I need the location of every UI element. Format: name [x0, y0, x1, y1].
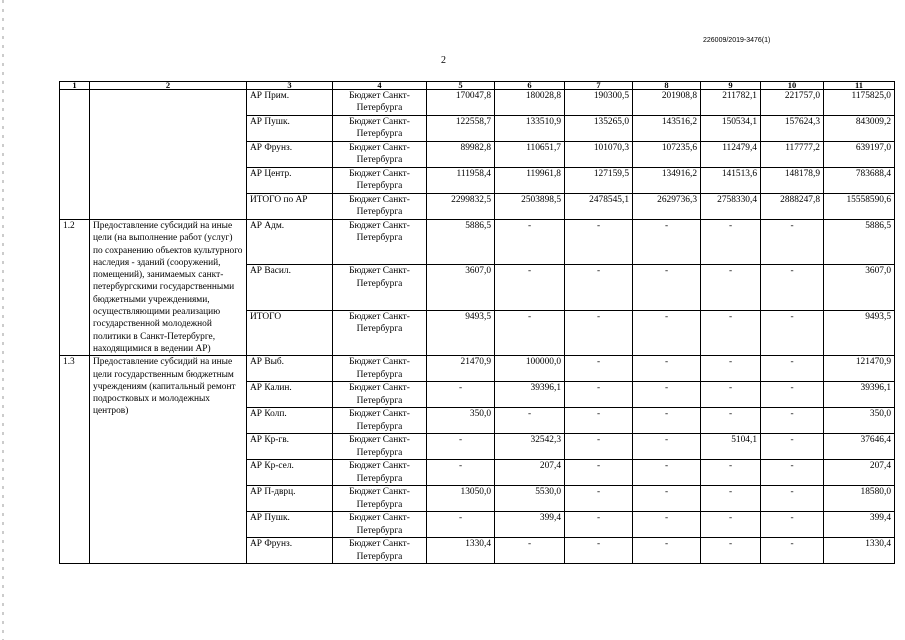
amount-cell-v7: - — [565, 408, 633, 434]
column-number-8: 8 — [633, 82, 701, 90]
column-number-row — [60, 82, 895, 90]
amount-cell-v9: - — [701, 538, 761, 564]
amount-cell-v7: 101070,3 — [565, 142, 633, 168]
funding-source-cell: Бюджет Санкт-Петербурга — [333, 142, 427, 168]
amount-cell-v7: 190300,5 — [565, 90, 633, 116]
amount-cell-v11: 39396,1 — [824, 382, 895, 408]
amount-cell-v6: 2503898,5 — [495, 194, 565, 220]
amount-cell-v9: 141513,6 — [701, 168, 761, 194]
amount-cell-v8: - — [633, 265, 701, 310]
amount-cell-v6: - — [495, 310, 565, 355]
table-row — [60, 220, 895, 265]
amount-cell-v7: - — [565, 220, 633, 265]
executor-cell: АР Пушк. — [247, 116, 333, 142]
amount-cell-v8: - — [633, 220, 701, 265]
amount-cell-v11: 3607,0 — [824, 265, 895, 310]
amount-cell-v5: - — [427, 382, 495, 408]
section-description: Предоставление субсидий на иные цели государственным бюджетным учреждениям (капитальный ремонт подростковых и молодежных центров) — [90, 356, 247, 564]
amount-cell-v9: - — [701, 382, 761, 408]
amount-cell-v6: 32542,3 — [495, 434, 565, 460]
executor-cell: АР Кр-гв. — [247, 434, 333, 460]
amount-cell-v10: - — [761, 220, 824, 265]
amount-cell-v5: 170047,8 — [427, 90, 495, 116]
amount-cell-v8: - — [633, 356, 701, 382]
scan-edge-marks — [2, 0, 4, 640]
executor-cell: АР Выб. — [247, 356, 333, 382]
amount-cell-v5: 2299832,5 — [427, 194, 495, 220]
amount-cell-v9: - — [701, 512, 761, 538]
amount-cell-v5: 350,0 — [427, 408, 495, 434]
amount-cell-v6: 100000,0 — [495, 356, 565, 382]
amount-cell-v10: - — [761, 310, 824, 355]
executor-cell: АР Васил. — [247, 265, 333, 310]
amount-cell-v5: 3607,0 — [427, 265, 495, 310]
amount-cell-v8: - — [633, 408, 701, 434]
funding-source-cell: Бюджет Санкт-Петербурга — [333, 90, 427, 116]
amount-cell-v8: - — [633, 512, 701, 538]
executor-cell: АР Фрунз. — [247, 538, 333, 564]
amount-cell-v9: - — [701, 356, 761, 382]
amount-cell-v6: - — [495, 220, 565, 265]
amount-cell-v8: 107235,6 — [633, 142, 701, 168]
executor-cell: АР Колп. — [247, 408, 333, 434]
column-number-1: 1 — [60, 82, 90, 90]
amount-cell-v6: - — [495, 265, 565, 310]
amount-cell-v8: - — [633, 310, 701, 355]
column-number-5: 5 — [427, 82, 495, 90]
amount-cell-v6: 399,4 — [495, 512, 565, 538]
funding-source-cell: Бюджет Санкт-Петербурга — [333, 408, 427, 434]
amount-cell-v9: - — [701, 486, 761, 512]
amount-cell-v5: 9493,5 — [427, 310, 495, 355]
funding-source-cell: Бюджет Санкт-Петербурга — [333, 486, 427, 512]
amount-cell-v9: - — [701, 265, 761, 310]
amount-cell-v10: - — [761, 265, 824, 310]
amount-cell-v10: - — [761, 486, 824, 512]
amount-cell-v11: 121470,9 — [824, 356, 895, 382]
funding-source-cell: Бюджет Санкт-Петербурга — [333, 116, 427, 142]
page-number: 2 — [441, 55, 446, 66]
executor-cell: АР Фрунз. — [247, 142, 333, 168]
amount-cell-v8: - — [633, 434, 701, 460]
amount-cell-v5: 111958,4 — [427, 168, 495, 194]
table-row — [60, 356, 895, 382]
amount-cell-v9: - — [701, 460, 761, 486]
amount-cell-v5: 89982,8 — [427, 142, 495, 168]
amount-cell-v6: 110651,7 — [495, 142, 565, 168]
amount-cell-v9: 2758330,4 — [701, 194, 761, 220]
amount-cell-v5: 21470,9 — [427, 356, 495, 382]
executor-cell: АР Калин. — [247, 382, 333, 408]
amount-cell-v10: - — [761, 538, 824, 564]
amount-cell-v11: 207,4 — [824, 460, 895, 486]
column-number-10: 10 — [761, 82, 824, 90]
executor-cell: АР П-дврц. — [247, 486, 333, 512]
amount-cell-v11: 5886,5 — [824, 220, 895, 265]
amount-cell-v7: - — [565, 382, 633, 408]
amount-cell-v5: 13050,0 — [427, 486, 495, 512]
table-row — [60, 90, 895, 116]
amount-cell-v10: - — [761, 408, 824, 434]
executor-cell: АР Кр-сел. — [247, 460, 333, 486]
amount-cell-v7: - — [565, 460, 633, 486]
amount-cell-v6: - — [495, 408, 565, 434]
funding-source-cell: Бюджет Санкт-Петербурга — [333, 265, 427, 310]
amount-cell-v6: 133510,9 — [495, 116, 565, 142]
document-id: 226009/2019-3476(1) — [703, 37, 771, 44]
amount-cell-v8: 2629736,3 — [633, 194, 701, 220]
amount-cell-v5: 5886,5 — [427, 220, 495, 265]
amount-cell-v11: 15558590,6 — [824, 194, 895, 220]
column-number-4: 4 — [333, 82, 427, 90]
funding-source-cell: Бюджет Санкт-Петербурга — [333, 168, 427, 194]
executor-cell: ИТОГО по АР — [247, 194, 333, 220]
amount-cell-v11: 9493,5 — [824, 310, 895, 355]
amount-cell-v7: 2478545,1 — [565, 194, 633, 220]
amount-cell-v11: 639197,0 — [824, 142, 895, 168]
amount-cell-v5: 1330,4 — [427, 538, 495, 564]
amount-cell-v9: - — [701, 408, 761, 434]
amount-cell-v10: - — [761, 434, 824, 460]
amount-cell-v7: - — [565, 434, 633, 460]
amount-cell-v6: 180028,8 — [495, 90, 565, 116]
column-number-6: 6 — [495, 82, 565, 90]
executor-cell: АР Прим. — [247, 90, 333, 116]
amount-cell-v10: - — [761, 512, 824, 538]
amount-cell-v10: 117777,2 — [761, 142, 824, 168]
amount-cell-v8: - — [633, 382, 701, 408]
amount-cell-v11: 783688,4 — [824, 168, 895, 194]
amount-cell-v6: 39396,1 — [495, 382, 565, 408]
amount-cell-v8: 134916,2 — [633, 168, 701, 194]
executor-cell: АР Пушк. — [247, 512, 333, 538]
amount-cell-v11: 37646,4 — [824, 434, 895, 460]
amount-cell-v10: 221757,0 — [761, 90, 824, 116]
amount-cell-v7: - — [565, 512, 633, 538]
amount-cell-v7: - — [565, 310, 633, 355]
column-number-3: 3 — [247, 82, 333, 90]
amount-cell-v7: - — [565, 538, 633, 564]
amount-cell-v5: - — [427, 512, 495, 538]
amount-cell-v8: 143516,2 — [633, 116, 701, 142]
funding-source-cell: Бюджет Санкт-Петербурга — [333, 220, 427, 265]
amount-cell-v10: - — [761, 460, 824, 486]
amount-cell-v7: 135265,0 — [565, 116, 633, 142]
funding-source-cell: Бюджет Санкт-Петербурга — [333, 382, 427, 408]
amount-cell-v7: 127159,5 — [565, 168, 633, 194]
amount-cell-v6: 207,4 — [495, 460, 565, 486]
amount-cell-v9: 112479,4 — [701, 142, 761, 168]
column-number-11: 11 — [824, 82, 895, 90]
funding-source-cell: Бюджет Санкт-Петербурга — [333, 356, 427, 382]
amount-cell-v8: 201908,8 — [633, 90, 701, 116]
amount-cell-v7: - — [565, 265, 633, 310]
amount-cell-v8: - — [633, 538, 701, 564]
amount-cell-v5: - — [427, 460, 495, 486]
amount-cell-v8: - — [633, 486, 701, 512]
section-number — [60, 90, 90, 220]
amount-cell-v10: - — [761, 356, 824, 382]
funding-source-cell: Бюджет Санкт-Петербурга — [333, 194, 427, 220]
amount-cell-v8: - — [633, 460, 701, 486]
amount-cell-v9: 150534,1 — [701, 116, 761, 142]
amount-cell-v11: 350,0 — [824, 408, 895, 434]
funding-source-cell: Бюджет Санкт-Петербурга — [333, 538, 427, 564]
amount-cell-v7: - — [565, 486, 633, 512]
executor-cell: АР Адм. — [247, 220, 333, 265]
table-body — [60, 82, 895, 564]
amount-cell-v9: 211782,1 — [701, 90, 761, 116]
amount-cell-v11: 18580,0 — [824, 486, 895, 512]
amount-cell-v9: - — [701, 220, 761, 265]
column-number-2: 2 — [90, 82, 247, 90]
budget-table — [59, 81, 895, 564]
amount-cell-v6: - — [495, 538, 565, 564]
funding-source-cell: Бюджет Санкт-Петербурга — [333, 434, 427, 460]
column-number-7: 7 — [565, 82, 633, 90]
funding-source-cell: Бюджет Санкт-Петербурга — [333, 310, 427, 355]
executor-cell: АР Центр. — [247, 168, 333, 194]
amount-cell-v10: 2888247,8 — [761, 194, 824, 220]
amount-cell-v10: 148178,9 — [761, 168, 824, 194]
funding-source-cell: Бюджет Санкт-Петербурга — [333, 512, 427, 538]
amount-cell-v11: 1175825,0 — [824, 90, 895, 116]
executor-cell: ИТОГО — [247, 310, 333, 355]
amount-cell-v7: - — [565, 356, 633, 382]
section-description: Предоставление субсидий на иные цели (на выполнение работ (услуг) по сохранению объектов культурного наследия - зданий (сооружений, помещений), занимаемых санкт-петербургскими государственными бюджетными учреждениями, осуществляющими реализацию государственной молодежной политики в Санкт-Петербурге, находящимися в ведении АР) — [90, 220, 247, 356]
amount-cell-v10: 157624,3 — [761, 116, 824, 142]
amount-cell-v9: - — [701, 310, 761, 355]
section-number: 1.2 — [60, 220, 90, 356]
column-number-9: 9 — [701, 82, 761, 90]
amount-cell-v11: 399,4 — [824, 512, 895, 538]
amount-cell-v11: 843009,2 — [824, 116, 895, 142]
amount-cell-v11: 1330,4 — [824, 538, 895, 564]
section-number: 1.3 — [60, 356, 90, 564]
section-description — [90, 90, 247, 220]
amount-cell-v10: - — [761, 382, 824, 408]
amount-cell-v6: 5530,0 — [495, 486, 565, 512]
amount-cell-v5: - — [427, 434, 495, 460]
amount-cell-v9: 5104,1 — [701, 434, 761, 460]
amount-cell-v6: 119961,8 — [495, 168, 565, 194]
funding-source-cell: Бюджет Санкт-Петербурга — [333, 460, 427, 486]
amount-cell-v5: 122558,7 — [427, 116, 495, 142]
